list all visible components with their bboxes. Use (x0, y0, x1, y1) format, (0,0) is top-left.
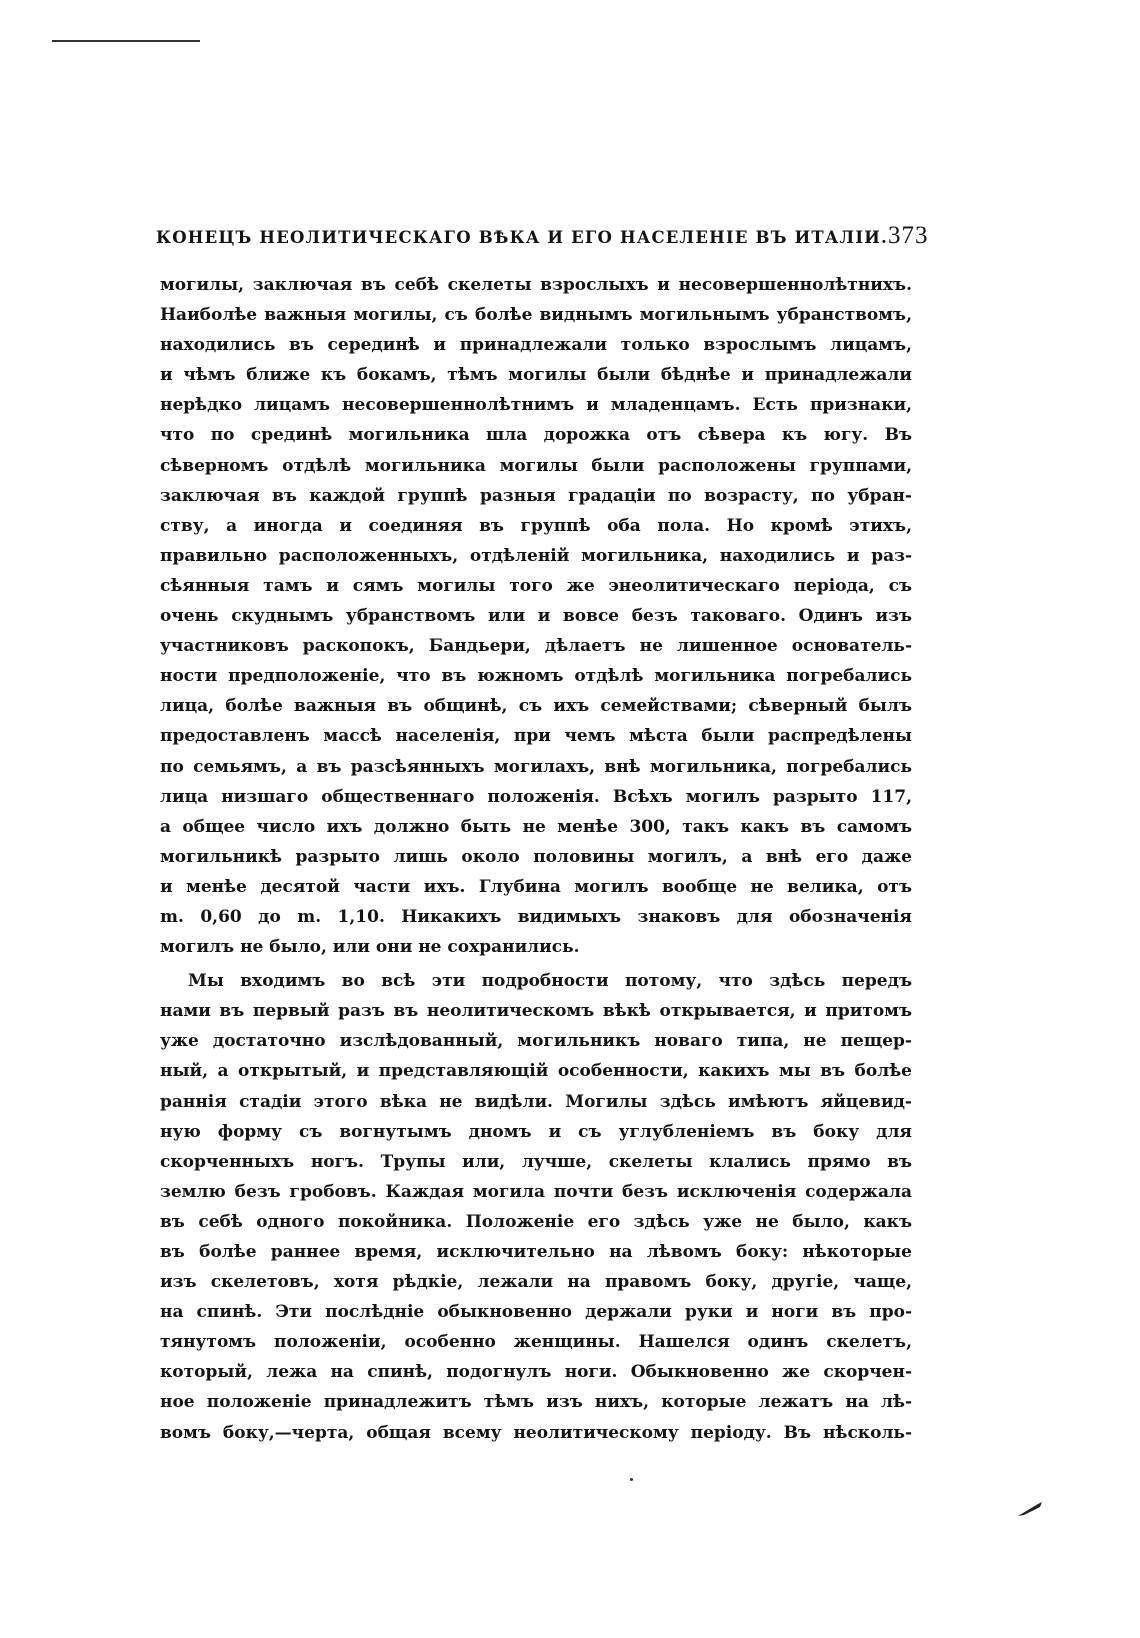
text-line: на спинѣ. Эти послѣдніе обыкновенно держали руки и ноги въ про- (160, 1302, 912, 1323)
ink-dot (630, 1478, 633, 1481)
text-line: въ себѣ одного покойника. Положеніе его здѣсь уже не было, какъ (160, 1211, 912, 1232)
body-text (160, 270, 912, 1448)
text-line: скорченныхъ ногъ. Трупы или, лучше, скелеты клались прямо въ (160, 1151, 912, 1172)
text-line: и чѣмъ ближе къ бокамъ, тѣмъ могилы были бѣднѣе и принадлежали (160, 365, 912, 386)
text-line: а общее число ихъ должно быть не менѣе 300, такъ какъ въ самомъ (160, 816, 912, 837)
text-line: участниковъ раскопокъ, Бандьери, дѣлаетъ не лишенное основатель- (160, 636, 912, 657)
text-line: нами въ первый разъ въ неолитическомъ вѣкѣ открывается, и притомъ (160, 1001, 912, 1022)
text-line: ное положеніе принадлежитъ тѣмъ изъ нихъ, которые лежатъ на лѣ- (160, 1392, 912, 1413)
text-line: Мы входимъ во всѣ эти подробности потому, что здѣсь передъ (188, 971, 912, 992)
text-line: который, лежа на спинѣ, подогнулъ ноги. Обыкновенно же скорчен- (160, 1362, 912, 1383)
text-line: могилы, заключая въ себѣ скелеты взрослыхъ и несовершеннолѣтнихъ. (160, 275, 912, 295)
text-line: сѣверномъ отдѣлѣ могильника могилы были расположены группами, (160, 455, 912, 476)
text-line: ству, а иногда и соединяя въ группѣ оба пола. Но кромѣ этихъ, (160, 515, 912, 536)
text-line: землю безъ гробовъ. Каждая могила почти безъ исключенія содержала (160, 1181, 912, 1202)
text-line: тянутомъ положеніи, особенно женщины. Нашелся одинъ скелетъ, (160, 1332, 912, 1353)
text-line: предоставленъ массѣ населенія, при чемъ мѣста были распредѣлены (160, 726, 912, 747)
pen-mark-icon (1016, 1500, 1044, 1518)
page-number: 373 (887, 222, 929, 249)
paragraph-2 (160, 966, 912, 1448)
text-line: очень скуднымъ убранствомъ или и вовсе безъ таковаго. Одинъ изъ (160, 606, 912, 627)
text-line: ности предположеніе, что въ южномъ отдѣлѣ могильника погребались (160, 666, 912, 687)
text-line: и менѣе десятой части ихъ. Глубина могилъ вообще не велика, отъ (160, 876, 912, 897)
top-rule (52, 40, 200, 42)
text-line: уже достаточно изслѣдованный, могильникъ новаго типа, не пещер- (160, 1031, 912, 1052)
text-line: правильно расположенныхъ, отдѣленій могильника, находились и раз- (160, 545, 912, 566)
running-title: КОНЕЦЪ НЕОЛИТИЧЕСКАГО ВѢКА И ЕГО НАСЕЛЕНІЕ ВЪ ИТАЛІИ. (156, 228, 888, 247)
text-line: заключая въ каждой группѣ разныя градаціи по возрасту, по убран- (160, 485, 912, 506)
text-line: въ болѣе раннее время, исключительно на лѣвомъ боку: нѣкоторые (160, 1242, 912, 1262)
paragraph-1 (160, 270, 912, 962)
text-line: лица, болѣе важныя въ общинѣ, съ ихъ семействами; сѣверный былъ (160, 696, 912, 717)
text-line: по семьямъ, а въ разсѣянныхъ могилахъ, внѣ могильника, погребались (160, 756, 912, 777)
text-line: ную форму съ вогнутымъ дномъ и съ углубленіемъ въ боку для (160, 1121, 912, 1142)
text-line: раннія стадіи этого вѣка не видѣли. Могилы здѣсь имѣютъ яйцевид- (160, 1091, 912, 1112)
text-line: ный, а открытый, и представляющій особенности, какихъ мы въ болѣе (160, 1061, 912, 1082)
text-line: могилъ не было, или они не сохранились. (160, 937, 580, 958)
text-line: вомъ боку,—черта, общая всему неолитическому періоду. Въ нѣсколь- (160, 1422, 912, 1443)
text-line: находились въ серединѣ и принадлежали только взрослымъ лицамъ, (160, 335, 912, 356)
text-line: Наиболѣе важныя могилы, съ болѣе виднымъ могильнымъ убранствомъ, (160, 305, 912, 326)
text-line: сѣянныя тамъ и сямъ могилы того же энеолитическаго періода, съ (160, 575, 912, 596)
page-header (156, 222, 929, 256)
text-line: что по срединѣ могильника шла дорожка отъ сѣвера къ югу. Въ (160, 425, 912, 446)
text-line: могильникѣ разрыто лишь около половины могилъ, а внѣ его даже (160, 846, 912, 867)
text-line: m. 0,60 до m. 1,10. Никакихъ видимыхъ знаковъ для обозначенія (160, 906, 912, 927)
text-line: нерѣдко лицамъ несовершеннолѣтнимъ и младенцамъ. Есть признаки, (160, 395, 912, 416)
text-line: лица низшаго общественнаго положенія. Всѣхъ могилъ разрыто 117, (160, 786, 912, 807)
text-line: изъ скелетовъ, хотя рѣдкіе, лежали на правомъ боку, другіе, чаще, (160, 1272, 912, 1293)
